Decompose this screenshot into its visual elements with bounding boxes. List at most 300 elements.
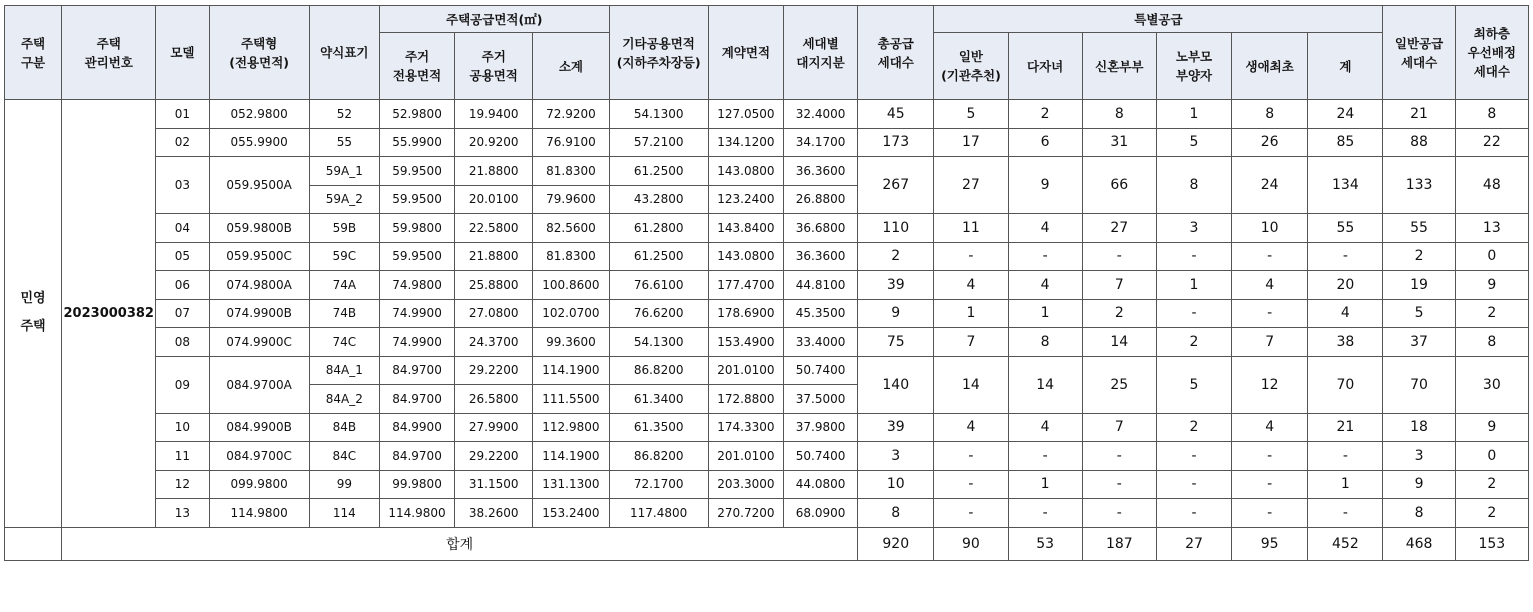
general-supply-cell: 70 (1383, 356, 1455, 413)
other-common-cell: 72.1700 (609, 470, 708, 499)
table-row (5, 470, 1529, 499)
general-supply-cell: 37 (1383, 328, 1455, 357)
header-house-type: 주택형 (전용면적) (209, 6, 309, 100)
sp-total-cell: 21 (1308, 413, 1383, 442)
subtotal-cell: 111.5500 (533, 385, 609, 414)
table-row (5, 413, 1529, 442)
short-label-cell: 84A_2 (309, 385, 379, 414)
house-type-cell: 059.9500C (209, 242, 309, 271)
common-area-cell: 20.0100 (455, 185, 533, 214)
sp-general-cell: 4 (934, 271, 1008, 300)
sp-firsttime-cell: 8 (1232, 100, 1308, 129)
header-housing-type: 주택 구분 (5, 6, 62, 100)
general-supply-cell: 2 (1383, 242, 1455, 271)
totals-general-supply: 468 (1383, 527, 1455, 560)
model-cell: 08 (156, 328, 209, 357)
short-label-cell: 59A_2 (309, 185, 379, 214)
sp-parents-cell: 8 (1156, 157, 1231, 214)
short-label-cell: 59A_1 (309, 157, 379, 186)
other-common-cell: 61.3400 (609, 385, 708, 414)
general-supply-cell: 88 (1383, 128, 1455, 157)
table-row (5, 442, 1529, 471)
sp-total-cell: 4 (1308, 299, 1383, 328)
contract-area-cell: 134.1200 (708, 128, 783, 157)
sp-multichild-cell: - (1008, 242, 1082, 271)
lowest-floor-cell: 13 (1455, 214, 1528, 243)
sp-newlywed-cell: 14 (1082, 328, 1156, 357)
exclusive-area-cell: 52.9800 (379, 100, 454, 129)
land-share-cell: 36.3600 (783, 242, 857, 271)
land-share-cell: 44.8100 (783, 271, 857, 300)
exclusive-area-cell: 55.9900 (379, 128, 454, 157)
contract-area-cell: 201.0100 (708, 356, 783, 385)
sp-total-cell: 20 (1308, 271, 1383, 300)
header-sp-general: 일반 (기관추천) (934, 33, 1008, 100)
sp-firsttime-cell: - (1232, 442, 1308, 471)
house-type-cell: 059.9800B (209, 214, 309, 243)
contract-area-cell: 127.0500 (708, 100, 783, 129)
header-other-common: 기타공용면적 (지하주차장등) (609, 6, 708, 100)
other-common-cell: 61.2800 (609, 214, 708, 243)
header-contract-area: 계약면적 (708, 6, 783, 100)
house-type-cell: 084.9900B (209, 413, 309, 442)
sp-general-cell: 14 (934, 356, 1008, 413)
total-supply-cell: 75 (858, 328, 934, 357)
sp-multichild-cell: 4 (1008, 214, 1082, 243)
contract-area-cell: 172.8800 (708, 385, 783, 414)
short-label-cell: 74B (309, 299, 379, 328)
land-share-cell: 50.7400 (783, 442, 857, 471)
sp-general-cell: - (934, 442, 1008, 471)
sp-multichild-cell: - (1008, 442, 1082, 471)
header-general-supply: 일반공급 세대수 (1383, 6, 1455, 100)
lowest-floor-cell: 30 (1455, 356, 1528, 413)
contract-area-cell: 177.4700 (708, 271, 783, 300)
contract-area-cell: 123.2400 (708, 185, 783, 214)
subtotal-cell: 112.9800 (533, 413, 609, 442)
common-area-cell: 29.2200 (455, 356, 533, 385)
other-common-cell: 61.2500 (609, 242, 708, 271)
sp-general-cell: 7 (934, 328, 1008, 357)
model-cell: 09 (156, 356, 209, 413)
common-area-cell: 19.9400 (455, 100, 533, 129)
common-area-cell: 25.8800 (455, 271, 533, 300)
sp-parents-cell: - (1156, 499, 1231, 528)
lowest-floor-cell: 8 (1455, 100, 1528, 129)
sp-total-cell: 85 (1308, 128, 1383, 157)
other-common-cell: 76.6100 (609, 271, 708, 300)
sp-general-cell: 27 (934, 157, 1008, 214)
totals-sp-multichild: 53 (1008, 527, 1082, 560)
short-label-cell: 74C (309, 328, 379, 357)
short-label-cell: 55 (309, 128, 379, 157)
house-type-cell: 084.9700C (209, 442, 309, 471)
totals-sp-firsttime: 95 (1232, 527, 1308, 560)
header-special-supply: 특별공급 (934, 6, 1383, 33)
contract-area-cell: 143.8400 (708, 214, 783, 243)
sp-general-cell: - (934, 499, 1008, 528)
exclusive-area-cell: 84.9700 (379, 442, 454, 471)
model-cell: 05 (156, 242, 209, 271)
sp-total-cell: 24 (1308, 100, 1383, 129)
total-supply-cell: 8 (858, 499, 934, 528)
lowest-floor-cell: 9 (1455, 413, 1528, 442)
sp-newlywed-cell: 25 (1082, 356, 1156, 413)
sp-multichild-cell: - (1008, 499, 1082, 528)
land-share-cell: 37.5000 (783, 385, 857, 414)
table-header (5, 6, 1529, 100)
other-common-cell: 86.8200 (609, 356, 708, 385)
total-supply-cell: 45 (858, 100, 934, 129)
exclusive-area-cell: 59.9500 (379, 157, 454, 186)
exclusive-area-cell: 74.9900 (379, 299, 454, 328)
sp-firsttime-cell: 26 (1232, 128, 1308, 157)
total-supply-cell: 39 (858, 413, 934, 442)
general-supply-cell: 8 (1383, 499, 1455, 528)
short-label-cell: 99 (309, 470, 379, 499)
housing-supply-table (4, 5, 1529, 561)
sp-total-cell: 134 (1308, 157, 1383, 214)
sp-multichild-cell: 2 (1008, 100, 1082, 129)
sp-total-cell: 38 (1308, 328, 1383, 357)
general-supply-cell: 133 (1383, 157, 1455, 214)
common-area-cell: 21.8800 (455, 242, 533, 271)
header-common-area: 주거 공용면적 (455, 33, 533, 100)
table-row (5, 356, 1529, 385)
header-exclusive-area: 주거 전용면적 (379, 33, 454, 100)
sp-firsttime-cell: - (1232, 242, 1308, 271)
totals-sp-general: 90 (934, 527, 1008, 560)
land-share-cell: 45.3500 (783, 299, 857, 328)
exclusive-area-cell: 59.9800 (379, 214, 454, 243)
general-supply-cell: 18 (1383, 413, 1455, 442)
housing-type-line: 주택 (20, 319, 46, 335)
sp-firsttime-cell: 12 (1232, 356, 1308, 413)
table-row (5, 499, 1529, 528)
common-area-cell: 38.2600 (455, 499, 533, 528)
totals-total-supply: 920 (858, 527, 934, 560)
table-row (5, 214, 1529, 243)
sp-multichild-cell: 6 (1008, 128, 1082, 157)
total-supply-cell: 9 (858, 299, 934, 328)
common-area-cell: 27.0800 (455, 299, 533, 328)
model-cell: 04 (156, 214, 209, 243)
subtotal-cell: 81.8300 (533, 242, 609, 271)
exclusive-area-cell: 114.9800 (379, 499, 454, 528)
totals-sp-total: 452 (1308, 527, 1383, 560)
model-cell: 13 (156, 499, 209, 528)
other-common-cell: 117.4800 (609, 499, 708, 528)
table-row (5, 328, 1529, 357)
sp-multichild-cell: 9 (1008, 157, 1082, 214)
header-short-label: 약식표기 (309, 6, 379, 100)
header-subtotal: 소계 (533, 33, 609, 100)
lowest-floor-cell: 22 (1455, 128, 1528, 157)
sp-general-cell: - (934, 470, 1008, 499)
subtotal-cell: 72.9200 (533, 100, 609, 129)
subtotal-cell: 131.1300 (533, 470, 609, 499)
general-supply-cell: 19 (1383, 271, 1455, 300)
sp-parents-cell: 3 (1156, 214, 1231, 243)
sp-newlywed-cell: 66 (1082, 157, 1156, 214)
house-type-cell: 114.9800 (209, 499, 309, 528)
contract-area-cell: 143.0800 (708, 157, 783, 186)
totals-row (5, 527, 1529, 560)
totals-sp-parents: 27 (1156, 527, 1231, 560)
header-sp-multichild: 다자녀 (1008, 33, 1082, 100)
contract-area-cell: 201.0100 (708, 442, 783, 471)
common-area-cell: 31.1500 (455, 470, 533, 499)
lowest-floor-cell: 0 (1455, 442, 1528, 471)
sp-parents-cell: - (1156, 242, 1231, 271)
sp-general-cell: 17 (934, 128, 1008, 157)
subtotal-cell: 114.1900 (533, 442, 609, 471)
other-common-cell: 76.6200 (609, 299, 708, 328)
sp-newlywed-cell: - (1082, 470, 1156, 499)
header-lowest-floor: 최하층 우선배정 세대수 (1455, 6, 1528, 100)
land-share-cell: 34.1700 (783, 128, 857, 157)
total-supply-cell: 2 (858, 242, 934, 271)
sp-firsttime-cell: - (1232, 499, 1308, 528)
sp-total-cell: - (1308, 442, 1383, 471)
header-sp-parents: 노부모 부양자 (1156, 33, 1231, 100)
header-sp-newlywed: 신혼부부 (1082, 33, 1156, 100)
house-type-cell: 099.9800 (209, 470, 309, 499)
header-supply-area: 주택공급면적(㎡) (379, 6, 609, 33)
short-label-cell: 59C (309, 242, 379, 271)
sp-total-cell: 70 (1308, 356, 1383, 413)
common-area-cell: 27.9900 (455, 413, 533, 442)
sp-general-cell: 4 (934, 413, 1008, 442)
sp-multichild-cell: 1 (1008, 299, 1082, 328)
mgmt-no-cell: 2023000382 (62, 100, 156, 528)
table-row (5, 100, 1529, 129)
land-share-cell: 26.8800 (783, 185, 857, 214)
general-supply-cell: 9 (1383, 470, 1455, 499)
house-type-cell: 052.9800 (209, 100, 309, 129)
house-type-cell: 074.9800A (209, 271, 309, 300)
lowest-floor-cell: 2 (1455, 299, 1528, 328)
exclusive-area-cell: 84.9700 (379, 385, 454, 414)
other-common-cell: 61.3500 (609, 413, 708, 442)
lowest-floor-cell: 9 (1455, 271, 1528, 300)
model-cell: 02 (156, 128, 209, 157)
land-share-cell: 36.6800 (783, 214, 857, 243)
house-type-cell: 074.9900C (209, 328, 309, 357)
total-supply-cell: 110 (858, 214, 934, 243)
sp-parents-cell: 2 (1156, 413, 1231, 442)
sp-multichild-cell: 14 (1008, 356, 1082, 413)
sp-total-cell: 55 (1308, 214, 1383, 243)
subtotal-cell: 100.8600 (533, 271, 609, 300)
subtotal-cell: 153.2400 (533, 499, 609, 528)
total-supply-cell: 267 (858, 157, 934, 214)
general-supply-cell: 5 (1383, 299, 1455, 328)
sp-firsttime-cell: 7 (1232, 328, 1308, 357)
subtotal-cell: 81.8300 (533, 157, 609, 186)
sp-multichild-cell: 8 (1008, 328, 1082, 357)
general-supply-cell: 3 (1383, 442, 1455, 471)
sp-parents-cell: 5 (1156, 128, 1231, 157)
short-label-cell: 74A (309, 271, 379, 300)
sp-multichild-cell: 4 (1008, 413, 1082, 442)
common-area-cell: 29.2200 (455, 442, 533, 471)
header-sp-firsttime: 생애최초 (1232, 33, 1308, 100)
sp-firsttime-cell: 10 (1232, 214, 1308, 243)
other-common-cell: 54.1300 (609, 100, 708, 129)
header-total-supply: 총공급 세대수 (858, 6, 934, 100)
sp-total-cell: - (1308, 499, 1383, 528)
model-cell: 07 (156, 299, 209, 328)
lowest-floor-cell: 0 (1455, 242, 1528, 271)
other-common-cell: 86.8200 (609, 442, 708, 471)
short-label-cell: 84A_1 (309, 356, 379, 385)
model-cell: 12 (156, 470, 209, 499)
totals-blank-cell (5, 527, 62, 560)
subtotal-cell: 76.9100 (533, 128, 609, 157)
sp-newlywed-cell: 31 (1082, 128, 1156, 157)
exclusive-area-cell: 59.9500 (379, 185, 454, 214)
common-area-cell: 24.3700 (455, 328, 533, 357)
land-share-cell: 36.3600 (783, 157, 857, 186)
exclusive-area-cell: 74.9900 (379, 328, 454, 357)
common-area-cell: 20.9200 (455, 128, 533, 157)
contract-area-cell: 270.7200 (708, 499, 783, 528)
exclusive-area-cell: 84.9700 (379, 356, 454, 385)
sp-firsttime-cell: 4 (1232, 413, 1308, 442)
sp-newlywed-cell: 7 (1082, 413, 1156, 442)
subtotal-cell: 114.1900 (533, 356, 609, 385)
sp-parents-cell: - (1156, 470, 1231, 499)
table-row (5, 157, 1529, 186)
total-supply-cell: 173 (858, 128, 934, 157)
sp-multichild-cell: 4 (1008, 271, 1082, 300)
table-row (5, 271, 1529, 300)
house-type-cell: 055.9900 (209, 128, 309, 157)
exclusive-area-cell: 84.9900 (379, 413, 454, 442)
common-area-cell: 26.5800 (455, 385, 533, 414)
contract-area-cell: 178.6900 (708, 299, 783, 328)
land-share-cell: 44.0800 (783, 470, 857, 499)
sp-newlywed-cell: 27 (1082, 214, 1156, 243)
sp-firsttime-cell: 4 (1232, 271, 1308, 300)
other-common-cell: 57.2100 (609, 128, 708, 157)
lowest-floor-cell: 8 (1455, 328, 1528, 357)
sp-parents-cell: 2 (1156, 328, 1231, 357)
subtotal-cell: 102.0700 (533, 299, 609, 328)
header-sp-total: 계 (1308, 33, 1383, 100)
contract-area-cell: 174.3300 (708, 413, 783, 442)
sp-multichild-cell: 1 (1008, 470, 1082, 499)
housing-type-line: 민영 (20, 291, 46, 307)
table-row (5, 128, 1529, 157)
model-cell: 11 (156, 442, 209, 471)
common-area-cell: 22.5800 (455, 214, 533, 243)
other-common-cell: 54.1300 (609, 328, 708, 357)
contract-area-cell: 143.0800 (708, 242, 783, 271)
land-share-cell: 33.4000 (783, 328, 857, 357)
totals-lowest-floor: 153 (1455, 527, 1528, 560)
exclusive-area-cell: 74.9800 (379, 271, 454, 300)
sp-firsttime-cell: 24 (1232, 157, 1308, 214)
sp-general-cell: 1 (934, 299, 1008, 328)
sp-parents-cell: 5 (1156, 356, 1231, 413)
lowest-floor-cell: 2 (1455, 470, 1528, 499)
sp-newlywed-cell: 8 (1082, 100, 1156, 129)
housing-type-cell (5, 100, 62, 528)
sp-newlywed-cell: 7 (1082, 271, 1156, 300)
header-land-share: 세대별 대지지분 (783, 6, 857, 100)
lowest-floor-cell: 48 (1455, 157, 1528, 214)
sp-parents-cell: 1 (1156, 100, 1231, 129)
model-cell: 01 (156, 100, 209, 129)
short-label-cell: 59B (309, 214, 379, 243)
short-label-cell: 52 (309, 100, 379, 129)
general-supply-cell: 21 (1383, 100, 1455, 129)
subtotal-cell: 82.5600 (533, 214, 609, 243)
house-type-cell: 074.9900B (209, 299, 309, 328)
model-cell: 06 (156, 271, 209, 300)
total-supply-cell: 3 (858, 442, 934, 471)
model-cell: 10 (156, 413, 209, 442)
subtotal-cell: 79.9600 (533, 185, 609, 214)
other-common-cell: 43.2800 (609, 185, 708, 214)
table-row (5, 242, 1529, 271)
total-supply-cell: 39 (858, 271, 934, 300)
land-share-cell: 68.0900 (783, 499, 857, 528)
house-type-cell: 059.9500A (209, 157, 309, 214)
short-label-cell: 114 (309, 499, 379, 528)
exclusive-area-cell: 59.9500 (379, 242, 454, 271)
sp-newlywed-cell: 2 (1082, 299, 1156, 328)
sp-parents-cell: - (1156, 299, 1231, 328)
model-cell: 03 (156, 157, 209, 214)
sp-total-cell: 1 (1308, 470, 1383, 499)
land-share-cell: 50.7400 (783, 356, 857, 385)
sp-general-cell: - (934, 242, 1008, 271)
supply-table-container (4, 5, 1529, 561)
exclusive-area-cell: 99.9800 (379, 470, 454, 499)
contract-area-cell: 203.3000 (708, 470, 783, 499)
table-row (5, 299, 1529, 328)
other-common-cell: 61.2500 (609, 157, 708, 186)
house-type-cell: 084.9700A (209, 356, 309, 413)
totals-sp-newlywed: 187 (1082, 527, 1156, 560)
sp-general-cell: 5 (934, 100, 1008, 129)
subtotal-cell: 99.3600 (533, 328, 609, 357)
sp-parents-cell: 1 (1156, 271, 1231, 300)
sp-newlywed-cell: - (1082, 442, 1156, 471)
land-share-cell: 37.9800 (783, 413, 857, 442)
sp-firsttime-cell: - (1232, 470, 1308, 499)
short-label-cell: 84B (309, 413, 379, 442)
common-area-cell: 21.8800 (455, 157, 533, 186)
header-mgmt-no: 주택 관리번호 (62, 6, 156, 100)
contract-area-cell: 153.4900 (708, 328, 783, 357)
sp-newlywed-cell: - (1082, 499, 1156, 528)
land-share-cell: 32.4000 (783, 100, 857, 129)
table-body (5, 100, 1529, 561)
sp-general-cell: 11 (934, 214, 1008, 243)
total-supply-cell: 10 (858, 470, 934, 499)
sp-parents-cell: - (1156, 442, 1231, 471)
short-label-cell: 84C (309, 442, 379, 471)
total-supply-cell: 140 (858, 356, 934, 413)
sp-firsttime-cell: - (1232, 299, 1308, 328)
totals-label-cell: 합계 (62, 527, 858, 560)
lowest-floor-cell: 2 (1455, 499, 1528, 528)
general-supply-cell: 55 (1383, 214, 1455, 243)
